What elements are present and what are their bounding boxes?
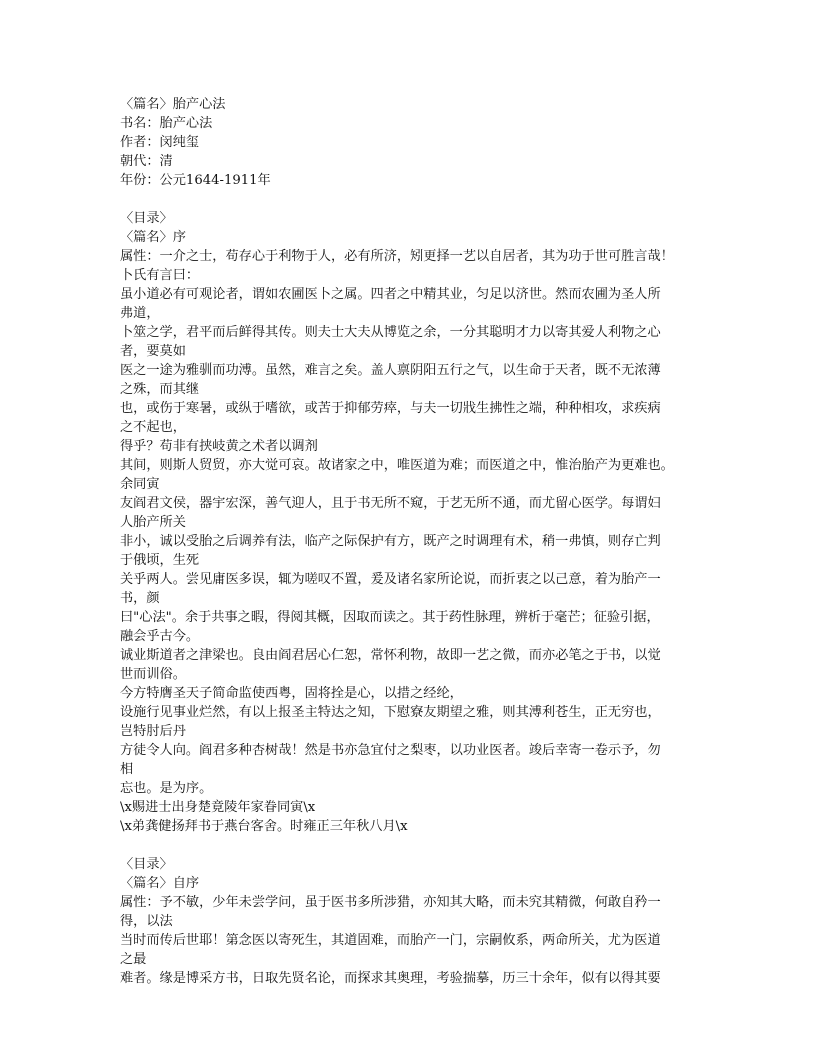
text-line: 之不起也， bbox=[120, 420, 186, 435]
text-line: 相 bbox=[120, 762, 134, 777]
text-line: 得，以法 bbox=[120, 914, 173, 929]
chapter-title-line: 〈篇名〉胎产心法 bbox=[120, 97, 226, 112]
text-line: 忘也。是为序。 bbox=[120, 781, 213, 796]
text-line: 诚业斯道者之津梁也。良由阎君居心仁恕，常怀利物，故即一艺之微，而亦必笔之于书，以觉 bbox=[120, 648, 661, 663]
text-line: 卜氏有言曰： bbox=[120, 268, 200, 283]
document-page bbox=[120, 95, 702, 988]
text-line: 也，或伤于寒暑，或纵于嗜欲，或苦于抑郁劳瘁，与夫一切戕生拂性之端，种种相攻，求疾病 bbox=[120, 401, 661, 416]
author-line: 作者：闵纯玺 bbox=[120, 135, 200, 150]
spacer bbox=[120, 190, 702, 209]
text-line: 曰"心法"。余于共事之暇，得阅其概，因取而读之。其于药性脉理，辨析于毫芒；征验引据， bbox=[120, 610, 660, 625]
text-line: 虽小道必有可观论者，谓如农圃医卜之属。四者之中精其业，匀足以济世。然而农圃为圣人所 bbox=[120, 287, 661, 302]
text-line: 书，颜 bbox=[120, 591, 160, 606]
text-line: 难者。缘是博采方书，日取先贤名论，而探求其奥理，考验揣摹，历三十余年，似有以得其要 bbox=[120, 971, 661, 986]
text-line: 余同寅 bbox=[120, 477, 160, 492]
text-line: 〈目录〉 bbox=[120, 211, 173, 226]
text-line: 〈目录〉 bbox=[120, 857, 173, 872]
text-line: 之殊，而其继 bbox=[120, 382, 200, 397]
spacer bbox=[120, 836, 702, 855]
text-line: 当时而传后世耶！第念医以寄死生，其道固难，而胎产一门，宗嗣攸系，两命所关，尤为医道 bbox=[120, 933, 661, 948]
text-line: 医之一途为雅驯而功溥。虽然，难言之矣。盖人禀阴阳五行之气，以生命于天者，既不无浓薄 bbox=[120, 363, 661, 378]
book-title-line: 书名：胎产心法 bbox=[120, 116, 213, 131]
year-line: 年份：公元1644-1911年 bbox=[120, 173, 271, 188]
text-line: 关乎两人。尝见庸医多误，辄为嗟叹不置，爰及诸名家所论说，而折衷之以己意，着为胎产一 bbox=[120, 572, 661, 587]
header-section bbox=[120, 95, 702, 190]
signature-line: \x弟龚健扬拜书于燕台客舍。时雍正三年秋八月\x bbox=[120, 819, 408, 834]
text-line: 属性：一介之士，苟存心于利物于人，必有所济，矧更择一艺以自居者，其为功于世可胜言哉！ bbox=[120, 249, 674, 264]
text-line: 卜筮之学，君平而后鲜得其传。则夫士大夫从博览之余，一分其聪明才力以寄其爱人利物之心 bbox=[120, 325, 661, 340]
text-line: 世而训俗。 bbox=[120, 667, 186, 682]
dynasty-line: 朝代：清 bbox=[120, 154, 173, 169]
text-line: 弗道， bbox=[120, 306, 160, 321]
text-line: 者，要莫如 bbox=[120, 344, 186, 359]
text-line: 其间，则斯人贸贸，亦大觉可哀。故诸家之中，唯医道为难；而医道之中，惟治胎产为更难也。 bbox=[120, 458, 674, 473]
text-line: 之最 bbox=[120, 952, 147, 967]
text-line: 融会乎古今。 bbox=[120, 629, 200, 644]
text-line: 人胎产所关 bbox=[120, 515, 186, 530]
text-line: 方徒令人向。阎君多种杏树哉！然是书亦急宜付之梨枣，以功业医者。竣后幸寄一卷示予，勿 bbox=[120, 743, 661, 758]
self-preface-section bbox=[120, 855, 702, 988]
text-line: 友阎君文侯，器宇宏深，善气迎人，且于书无所不窥，于艺无所不通，而尤留心医学。每谓妇 bbox=[120, 496, 661, 511]
text-line: 得乎？苟非有挟岐黄之术者以调剂 bbox=[120, 439, 318, 454]
text-line: 〈篇名〉自序 bbox=[120, 876, 200, 891]
text-line: 〈篇名〉序 bbox=[120, 230, 186, 245]
text-line: 非小，诚以受胎之后调养有法，临产之际保护有方，既产之时调理有术，稍一弗慎，则存亡判 bbox=[120, 534, 661, 549]
text-line: 今方特膺圣天子简命监使西粤，固将拴是心，以措之经纶， bbox=[120, 686, 463, 701]
text-line: 属性：予不敏，少年未尝学问，虽于医书多所涉猎，亦知其大略，而未究其精微，何敢自矜一 bbox=[120, 895, 661, 910]
text-line: 设施行见事业烂然，有以上报圣主特达之知，下慰寮友期望之雅，则其溥利苍生，正无穷也， bbox=[120, 705, 661, 720]
text-line: 岂特肘后丹 bbox=[120, 724, 186, 739]
text-line: 于俄顷，生死 bbox=[120, 553, 200, 568]
preface-section bbox=[120, 209, 702, 836]
signature-line: \x赐进士出身楚竟陵年家眷同寅\x bbox=[120, 800, 316, 815]
